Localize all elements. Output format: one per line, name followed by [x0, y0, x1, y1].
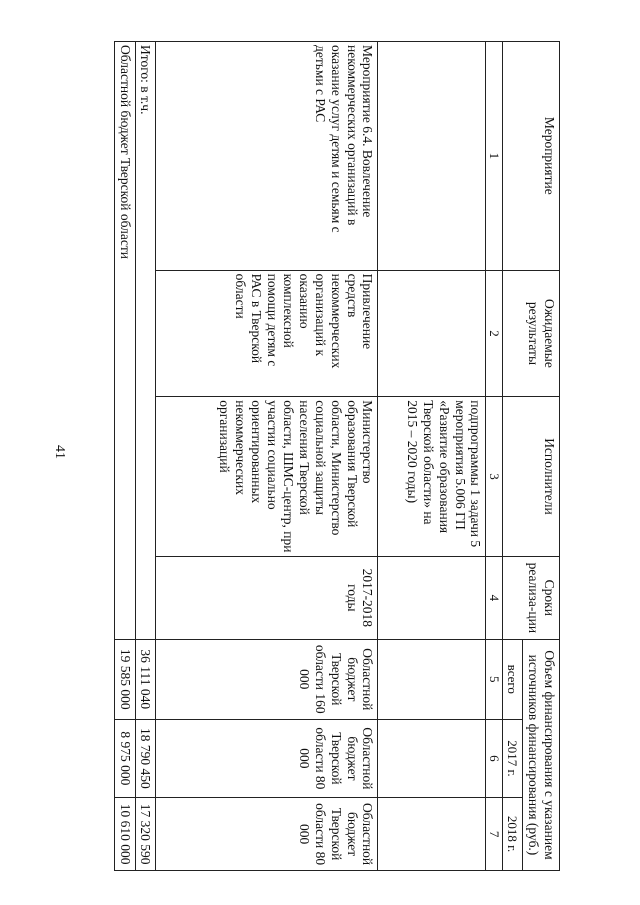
header-measure: Мероприятие [502, 42, 559, 271]
funding-2017-cell: Областной бюджет Тверской области 80 000 [156, 719, 378, 798]
header-period: Сроки реализа-ции [502, 556, 559, 639]
total-sum: 36 111 040 [135, 639, 156, 719]
col-number: 5 [486, 639, 502, 719]
total-2017: 18 790 450 [135, 719, 156, 798]
total-label: Итого: в т.ч. [135, 42, 156, 640]
page-number: 41 [52, 445, 67, 459]
subheader-2018: 2018 г. [502, 798, 522, 871]
table-row-regional-budget [114, 42, 135, 871]
results-cell: Привлечение средств некоммерческих организаций к оказанию комплексной помощи детям с РАС в Тверской области [156, 270, 378, 397]
regional-2018: 10 610 000 [114, 798, 135, 871]
measure-cell: Мероприятие 6.4. Вовлечение некоммерческих организаций в оказание услуг детям и семьям с детьми с РАС [156, 42, 378, 271]
header-results: Ожидаемые результаты [502, 270, 559, 397]
prev-total [378, 639, 486, 719]
col-number: 4 [486, 556, 502, 639]
regional-2017: 8 975 000 [114, 719, 135, 798]
col-number: 2 [486, 270, 502, 397]
total-funding-cell: Областной бюджет Тверской области 160 000 [156, 639, 378, 719]
subheader-total: всего [502, 639, 522, 719]
col-number: 3 [486, 397, 502, 556]
table-row-measure-6-4 [156, 42, 378, 871]
header-executors: Исполнители [502, 397, 559, 556]
table-row-total [135, 42, 156, 871]
funding-2018-cell: Областной бюджет Тверской области 80 000 [156, 798, 378, 871]
prev-results [378, 270, 486, 397]
column-number-row [486, 42, 502, 871]
table-row-previous [378, 42, 486, 871]
prev-executors: подпрограммы 1 задачи 5 мероприятия 5.006 ГП «Развитие образования Тверской области» на 2015 – 2020 годы) [378, 397, 486, 556]
header-funding: Объем финансирования с указанием источников финансирования (руб.) [523, 639, 560, 870]
prev-2018 [378, 798, 486, 871]
regional-sum: 19 585 000 [114, 639, 135, 719]
rotated-table-wrapper [102, 41, 560, 871]
total-2018: 17 320 590 [135, 798, 156, 871]
financing-table [114, 41, 560, 871]
regional-label: Областной бюджет Тверской области [114, 42, 135, 640]
table-header-row [523, 42, 560, 871]
executors-cell: Министерство образования Тверской области, Министерство социальной защиты населения Тверской области, ШМС-центр, при участии социально ориентированных некоммерческих организаций [156, 397, 378, 556]
col-number: 1 [486, 42, 502, 271]
col-number: 6 [486, 719, 502, 798]
prev-2017 [378, 719, 486, 798]
prev-measure [378, 42, 486, 271]
col-number: 7 [486, 798, 502, 871]
prev-period [378, 556, 486, 639]
subheader-2017: 2017 г. [502, 719, 522, 798]
period-cell: 2017-2018 годы [156, 556, 378, 639]
